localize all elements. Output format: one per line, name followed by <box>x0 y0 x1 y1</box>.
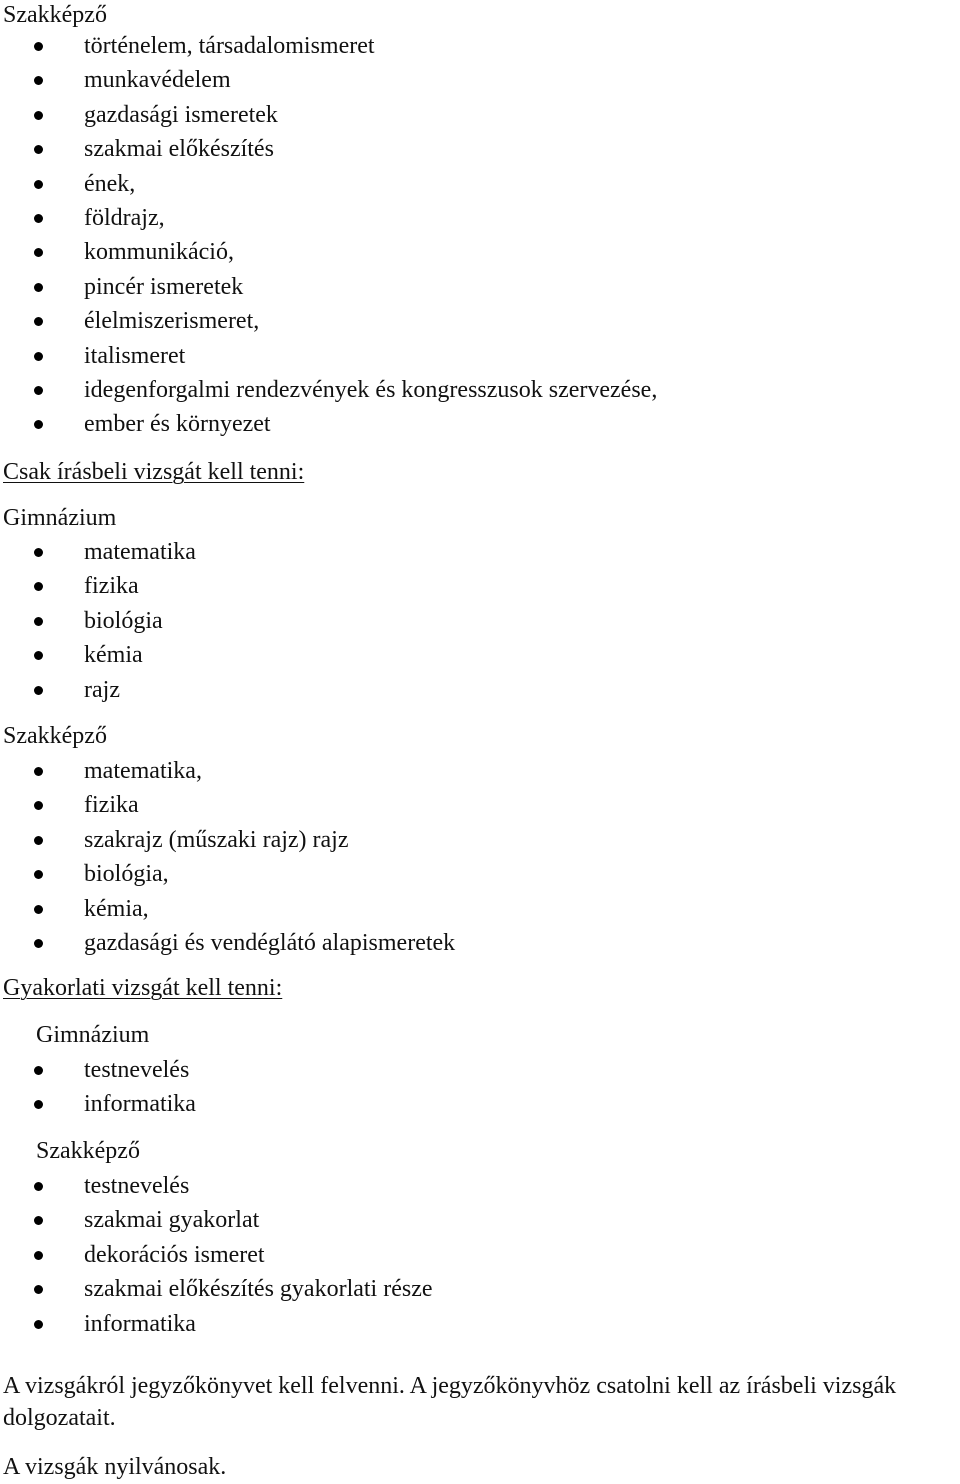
list-item <box>0 63 657 97</box>
list-item <box>0 29 657 63</box>
list-item-text: ének, <box>84 170 136 197</box>
section-heading-szakkepzo: Szakképző <box>3 2 107 28</box>
bullet-icon <box>34 42 43 51</box>
list-item <box>0 98 657 132</box>
list-item-text: munkavédelem <box>84 67 231 94</box>
list-item <box>0 407 657 441</box>
list-item <box>0 673 196 707</box>
list-item <box>0 569 196 603</box>
list-item <box>0 754 455 788</box>
list-item <box>0 1169 433 1203</box>
list-item <box>0 1307 433 1341</box>
list-item <box>0 926 455 960</box>
bullet-icon <box>34 111 43 120</box>
list-item-text: testnevelés <box>84 1057 190 1083</box>
list-item-text: szakrajz (műszaki rajz) rajz <box>84 826 349 853</box>
list-item <box>0 604 196 638</box>
bullet-icon <box>34 767 43 776</box>
list-item <box>0 823 455 857</box>
bullet-icon <box>34 145 43 154</box>
bullet-icon <box>34 548 43 557</box>
list-item-text: idegenforgalmi rendezvények és kongresszusok szervezése, <box>84 376 658 403</box>
list-item <box>0 788 455 822</box>
list-item <box>0 1238 433 1272</box>
list-item-text: kommunikáció, <box>84 239 234 266</box>
bullet-list-gimnazium-written <box>0 535 196 707</box>
section-heading-szakkepzo-written: Szakképző <box>3 723 107 749</box>
list-item <box>0 535 196 569</box>
list-item-text: italismeret <box>84 342 186 369</box>
list-item-text: rajz <box>84 676 120 703</box>
list-item-text: szakmai előkészítés <box>84 136 274 163</box>
list-item-text: kémia, <box>84 895 149 922</box>
list-item <box>0 638 196 672</box>
bullet-icon <box>34 352 43 361</box>
section-heading-gimnazium-written: Gimnázium <box>3 505 117 531</box>
bullet-icon <box>34 1251 43 1260</box>
bullet-list-gimnazium-practical <box>0 1053 196 1122</box>
list-item <box>0 339 657 373</box>
list-item-text: informatika <box>84 1310 196 1337</box>
list-item-text: gazdasági és vendéglátó alapismeretek <box>84 929 456 956</box>
list-item <box>0 201 657 235</box>
bullet-icon <box>34 283 43 292</box>
closing-final-sentence: A vizsgák nyilvánosak. <box>3 1454 227 1480</box>
list-item-text: informatika <box>84 1091 196 1118</box>
bullet-icon <box>34 76 43 85</box>
bullet-icon <box>34 214 43 223</box>
list-item <box>0 167 657 201</box>
list-item <box>0 304 657 338</box>
list-item-text: kémia <box>84 642 143 669</box>
bullet-icon <box>34 1320 43 1329</box>
bullet-icon <box>34 180 43 189</box>
list-item <box>0 132 657 166</box>
list-item <box>0 857 455 891</box>
bullet-icon <box>34 1066 43 1075</box>
list-item <box>0 373 657 407</box>
bullet-icon <box>34 1285 43 1294</box>
bullet-list-szakkepzo-subjects <box>0 29 657 442</box>
closing-paragraph: A vizsgákról jegyzőkönyvet kell felvenni. A jegyzőkönyvhöz csatolni kell az írásbeli vizsgák dolgozatait. <box>3 1373 897 1431</box>
list-item <box>0 1053 196 1087</box>
bullet-icon <box>34 905 43 914</box>
bullet-icon <box>34 801 43 810</box>
list-item-text: fizika <box>84 792 139 819</box>
written-exam-heading: Csak írásbeli vizsgát kell tenni: <box>3 459 305 485</box>
list-item <box>0 1272 433 1306</box>
bullet-icon <box>34 317 43 326</box>
bullet-icon <box>34 686 43 695</box>
bullet-icon <box>34 870 43 879</box>
list-item <box>0 270 657 304</box>
list-item-text: matematika, <box>84 758 202 784</box>
list-item-text: ember és környezet <box>84 411 271 438</box>
bullet-icon <box>34 248 43 257</box>
bullet-list-szakkepzo-practical <box>0 1169 433 1341</box>
bullet-icon <box>34 1182 43 1191</box>
list-item <box>0 1087 196 1121</box>
list-item-text: biológia <box>84 607 163 634</box>
list-item-text: szakmai gyakorlat <box>84 1207 260 1234</box>
section-heading-szakkepzo-practical: Szakképző <box>36 1138 140 1164</box>
bullet-icon <box>34 651 43 660</box>
bullet-icon <box>34 617 43 626</box>
bullet-icon <box>34 1100 43 1109</box>
list-item-text: dekorációs ismeret <box>84 1241 265 1268</box>
bullet-icon <box>34 836 43 845</box>
section-heading-gimnazium-practical: Gimnázium <box>36 1022 150 1048</box>
bullet-icon <box>34 420 43 429</box>
bullet-list-szakkepzo-written <box>0 754 455 960</box>
practical-exam-heading: Gyakorlati vizsgát kell tenni: <box>3 975 283 1001</box>
list-item-text: matematika <box>84 539 196 565</box>
list-item-text: történelem, társadalomismeret <box>84 33 375 59</box>
list-item-text: fizika <box>84 573 139 600</box>
list-item-text: pincér ismeretek <box>84 273 244 300</box>
list-item-text: biológia, <box>84 861 169 888</box>
list-item-text: földrajz, <box>84 204 165 231</box>
list-item-text: élelmiszerismeret, <box>84 308 260 335</box>
bullet-icon <box>34 1216 43 1225</box>
list-item <box>0 235 657 269</box>
bullet-icon <box>34 939 43 948</box>
bullet-icon <box>34 582 43 591</box>
list-item <box>0 1203 433 1237</box>
list-item <box>0 892 455 926</box>
bullet-icon <box>34 386 43 395</box>
list-item-text: szakmai előkészítés gyakorlati része <box>84 1276 433 1303</box>
list-item-text: gazdasági ismeretek <box>84 101 278 128</box>
list-item-text: testnevelés <box>84 1173 190 1199</box>
